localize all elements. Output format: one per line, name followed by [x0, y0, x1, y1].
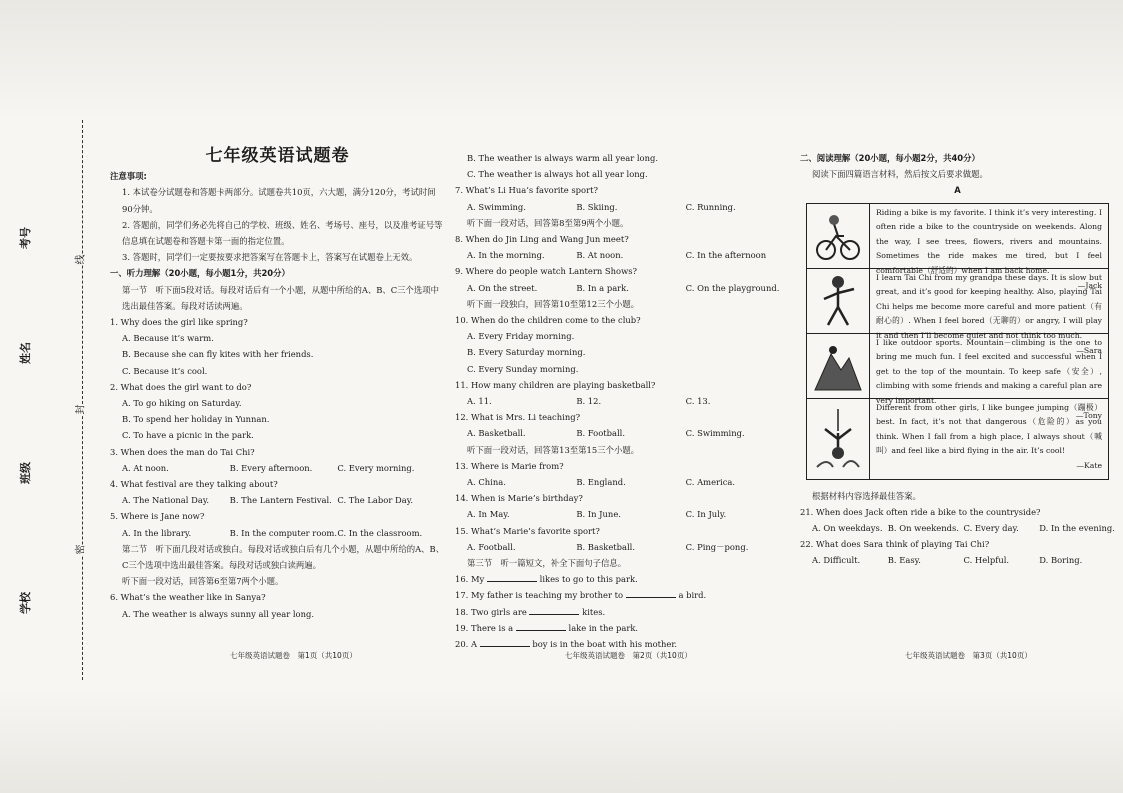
section-2-choose: 根据材料内容选择最佳答案。	[812, 490, 921, 501]
q18-post: kites.	[582, 606, 606, 617]
label-xuexiao: 学校	[19, 592, 32, 614]
q11-option-c: C. 13.	[685, 396, 711, 407]
binding-xian: 线	[70, 255, 89, 265]
q4-options	[110, 492, 445, 508]
reading-row-tony	[807, 334, 1108, 420]
q1-option-b: B. Because she can fly kites with her friends.	[122, 349, 314, 360]
q6-option-c: C. The weather is always hot all year long.	[467, 169, 648, 180]
bike-rider-image	[807, 204, 870, 268]
question-17	[455, 587, 795, 603]
passage-tony	[870, 334, 1108, 420]
question-13: 13. Where is Marie from?	[455, 460, 564, 471]
q14-options	[455, 506, 795, 522]
q13-option-b: B. England.	[576, 477, 626, 488]
q6-option-a: A. The weather is always sunny all year long.	[122, 608, 315, 619]
question-14: 14. When is Marie’s birthday?	[455, 493, 583, 504]
question-21: 21. When does Jack often ride a bike to the countryside?	[800, 506, 1041, 517]
question-9: 9. Where do people watch Lantern Shows?	[455, 266, 638, 277]
q5-option-a: A. In the library.	[122, 527, 192, 538]
q12-option-c: C. Swimming.	[685, 428, 745, 439]
question-11: 11. How many children are playing basketball?	[455, 379, 656, 390]
q22-option-c: C. Helpful.	[963, 555, 1010, 566]
passage-jack	[870, 204, 1108, 290]
reading-row-jack	[807, 204, 1108, 290]
question-1: 1. Why does the girl like spring?	[110, 317, 248, 328]
q9-options	[455, 280, 795, 296]
q20-pre: 20. A	[455, 639, 478, 650]
q4-option-c: C. The Labor Day.	[337, 495, 413, 506]
question-18	[455, 604, 795, 620]
q21-options	[800, 520, 1115, 536]
footer-page-3: 七年级英语试题卷 第3页（共10页）	[905, 651, 1032, 660]
section-1-part-1: 第一节 听下面5段对话。每段对话后有一个小题，从题中所给的A、B、C三个选项中选出最佳答案。每段对话读两遍。	[122, 284, 440, 311]
passage-kate	[870, 399, 1108, 479]
note-3: 3. 答题时，同学们一定要按要求把答案写在答题卡上，答案写在试题卷上无效。	[122, 252, 418, 263]
question-10: 10. When do the children come to the club?	[455, 315, 641, 326]
binding-dashed-line	[82, 120, 83, 680]
passage-kate-text: Different from other girls, I like bungee jumping（蹦极）best. In fact, it’s not that dangerous（危险的）as you think. When I fall from a high place, I always shout（喊叫）and feel like a bird flying in the air. It’s cool!	[876, 402, 1102, 456]
section-2-title: 二、阅读理解（20小题，每小题2分，共40分）	[800, 153, 980, 163]
q15-options	[455, 539, 795, 555]
passage-a-label: A	[954, 185, 961, 196]
question-7: 7. What’s Li Hua’s favorite sport?	[455, 185, 598, 196]
q20-post: boy is in the boat with his mother.	[532, 639, 678, 650]
q16-blank[interactable]	[487, 571, 537, 582]
q21-option-d: D. In the evening.	[1039, 523, 1115, 534]
passage-tony-text: I like outdoor sports. Mountain－climbing is the one to bring me much fun. I feel excited and successful when I get to the top of the mountain. To keep safe（安全）, climbing with some friends and making a careful plan are very important.	[876, 337, 1102, 405]
page-2-column	[455, 150, 795, 652]
notes-title: 注意事项:	[110, 171, 147, 182]
q15-option-a: A. Football.	[467, 541, 516, 552]
q3-option-b: B. Every afternoon.	[229, 462, 313, 473]
intro-6-7: 听下面一段对话，回答第6至第7两个小题。	[122, 576, 284, 587]
q19-blank[interactable]	[516, 620, 566, 631]
q18-pre: 18. Two girls are	[455, 606, 527, 617]
reading-table	[806, 203, 1109, 480]
q21-option-b: B. On weekends.	[887, 523, 959, 534]
note-1: 1. 本试卷分试题卷和答题卡两部分。试题卷共10页，六大题，满分120分，考试时间90分钟。	[122, 187, 436, 214]
q8-options	[455, 247, 795, 263]
q8-option-c: C. In the afternoon	[685, 250, 767, 261]
passage-jack-text: Riding a bike is my favorite. I think it’s very interesting. I often ride a bike to the countryside on weekends. Along the way, I see trees, flowers, rivers and mountains. Sometimes the ride makes me tired, but I feel comfortable（舒适的）when I am back home.	[876, 207, 1102, 275]
bungee-jump-image	[807, 399, 870, 479]
reading-row-sara	[807, 269, 1108, 355]
note-2: 2. 答题前，同学们务必先将自己的学校、班级、姓名、考场号、座号，以及准考证号等信息填在试题卷和答题卡第一面的指定位置。	[122, 219, 443, 247]
passage-sara-text: I learn Tai Chi from my grandpa these days. It is slow but great, and it’s good for keeping healthy. Also, playing Tai Chi helps me become more careful and more patient（有耐心的）. When I feel bored（无聊的）or angry, I will play it and then I’ll become quiet and not think too much.	[876, 272, 1102, 340]
q11-option-a: A. 11.	[467, 396, 492, 407]
mountain-icon	[813, 340, 863, 392]
q3-option-a: A. At noon.	[122, 462, 169, 473]
question-12: 12. What is Mrs. Li teaching?	[455, 412, 581, 423]
q7-option-a: A. Swimming.	[467, 201, 526, 212]
q16-post: likes to go to this park.	[539, 574, 638, 585]
q16-pre: 16. My	[455, 574, 485, 585]
question-4: 4. What festival are they talking about?	[110, 479, 278, 490]
intro-8-9: 听下面一段对话，回答第8至第9两个小题。	[467, 217, 629, 228]
passage-kate-sig: —Kate	[1076, 460, 1102, 470]
q7-options	[455, 199, 795, 215]
question-6: 6. What’s the weather like in Sanya?	[110, 592, 266, 603]
q15-option-c: C. Ping－pong.	[685, 541, 749, 552]
q19-pre: 19. There is a	[455, 622, 514, 633]
q14-option-b: B. In June.	[576, 509, 621, 520]
footer-page-2: 七年级英语试题卷 第2页（共10页）	[565, 651, 692, 660]
q17-pre: 17. My father is teaching my brother to	[455, 590, 624, 601]
q4-option-a: A. The National Day.	[122, 495, 210, 506]
section-1-title: 一、听力理解（20小题，每小题1分，共20分）	[110, 268, 290, 279]
q9-option-b: B. In a park.	[576, 282, 629, 293]
q13-option-a: A. China.	[467, 477, 506, 488]
q10-option-a: A. Every Friday morning.	[467, 331, 575, 342]
q8-option-a: A. In the morning.	[467, 250, 545, 261]
q5-option-b: B. In the computer room.	[229, 527, 338, 538]
q13-option-c: C. America.	[685, 477, 736, 488]
label-kaohao: 考号	[19, 227, 32, 249]
passage-tony-sig: —Tony	[1075, 410, 1102, 420]
q3-option-c: C. Every morning.	[337, 462, 415, 473]
q22-options	[800, 552, 1115, 568]
q11-option-b: B. 12.	[576, 396, 602, 407]
passage-jack-sig: —Jack	[1077, 280, 1102, 290]
footer-page-1: 七年级英语试题卷 第1页（共10页）	[230, 651, 357, 660]
section-1-part-3: 第三节 听一篇短文，补全下面句子信息。	[467, 558, 627, 569]
intro-13-15: 听下面一段对话，回答第13至第15三个小题。	[467, 444, 640, 455]
q13-options	[455, 474, 795, 490]
q5-options	[110, 525, 445, 541]
reading-row-kate	[807, 399, 1108, 479]
q4-option-b: B. The Lantern Festival.	[229, 495, 332, 506]
q3-options	[110, 460, 445, 476]
binding-strip	[0, 120, 100, 680]
q11-options	[455, 393, 795, 409]
q8-option-b: B. At noon.	[576, 250, 624, 261]
section-1-part-2: 第二节 听下面几段对话或独白。每段对话或独白后有几个小题，从题中所给的A、B、C三个选项中选出最佳答案。每段对话或独白读两遍。	[122, 543, 445, 571]
tai-chi-image	[807, 269, 870, 333]
q17-blank[interactable]	[626, 587, 676, 598]
question-15: 15. What’s Marie’s favorite sport?	[455, 525, 600, 536]
label-banji: 班级	[19, 462, 32, 484]
q12-options	[455, 425, 795, 441]
bike-icon	[814, 210, 862, 262]
q2-option-a: A. To go hiking on Saturday.	[122, 398, 242, 409]
q5-option-c: C. In the classroom.	[337, 527, 423, 538]
passage-sara	[870, 269, 1108, 355]
question-19	[455, 620, 795, 636]
binding-feng: 封	[70, 405, 89, 415]
question-22: 22. What does Sara think of playing Tai Chi?	[800, 539, 990, 550]
page-3-column	[800, 150, 1115, 569]
q17-post: a bird.	[678, 590, 707, 601]
q15-option-b: B. Basketball.	[576, 541, 636, 552]
question-5: 5. Where is Jane now?	[110, 511, 205, 522]
q22-option-d: D. Boring.	[1039, 555, 1083, 566]
q10-option-c: C. Every Sunday morning.	[467, 363, 579, 374]
q20-blank[interactable]	[480, 636, 530, 647]
mountain-climber-image	[807, 334, 870, 398]
q14-option-a: A. In May.	[467, 509, 510, 520]
q2-option-b: B. To spend her holiday in Yunnan.	[122, 414, 270, 425]
q22-option-b: B. Easy.	[887, 555, 921, 566]
question-16	[455, 571, 795, 587]
bungee-jumper-icon	[813, 409, 863, 469]
q7-option-c: C. Running.	[685, 201, 736, 212]
q6-option-b: B. The weather is always warm all year long.	[467, 153, 659, 163]
q22-option-a: A. Difficult.	[812, 555, 861, 566]
q2-option-c: C. To have a picnic in the park.	[122, 430, 254, 441]
question-3: 3. When does the man do Tai Chi?	[110, 446, 255, 457]
q12-option-b: B. Football.	[576, 428, 625, 439]
label-xingming: 姓名	[19, 342, 32, 364]
q21-option-a: A. On weekdays.	[812, 523, 883, 534]
q1-option-a: A. Because it’s warm.	[122, 333, 214, 344]
q1-option-c: C. Because it’s cool.	[122, 365, 208, 376]
question-2: 2. What does the girl want to do?	[110, 381, 252, 392]
page-title: 七年级英语试题卷	[205, 146, 350, 166]
q19-post: lake in the park.	[568, 622, 639, 633]
q7-option-b: B. Skiing.	[576, 201, 618, 212]
section-2-intro: 阅读下面四篇语言材料，然后按文后要求做题。	[812, 169, 988, 180]
page-1-column	[110, 148, 445, 622]
q9-option-a: A. On the street.	[467, 282, 538, 293]
q12-option-a: A. Basketball.	[467, 428, 526, 439]
q18-blank[interactable]	[529, 604, 579, 615]
q14-option-c: C. In July.	[685, 509, 727, 520]
q10-option-b: B. Every Saturday morning.	[467, 347, 586, 358]
question-8: 8. When do Jin Ling and Wang Jun meet?	[455, 234, 629, 245]
q9-option-c: C. On the playground.	[685, 282, 780, 293]
passage-sara-sig: —Sara	[1076, 345, 1102, 355]
binding-mi: 密	[70, 545, 89, 555]
q21-option-c: C. Every day.	[963, 523, 1019, 534]
tai-chi-figure-icon	[814, 273, 862, 329]
intro-10-12: 听下面一段独白，回答第10至第12三个小题。	[467, 298, 640, 309]
